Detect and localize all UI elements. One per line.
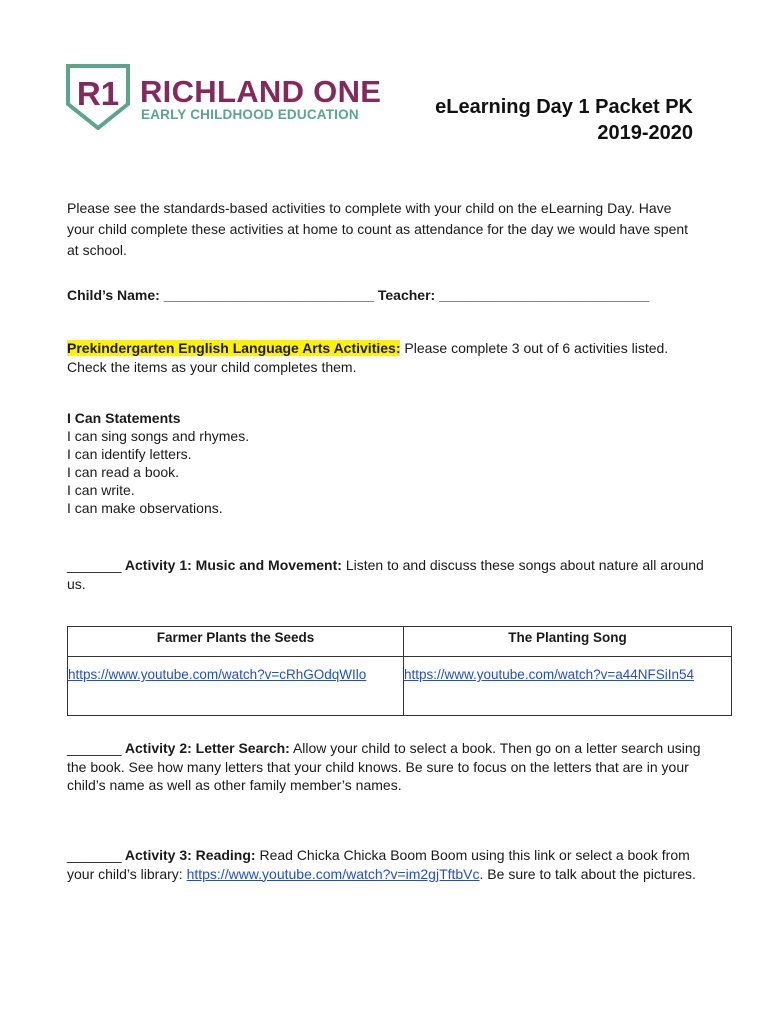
song-link[interactable]: https://www.youtube.com/watch?v=a44NFSiIn54 bbox=[404, 667, 695, 682]
logo-subtitle: EARLY CHILDHOOD EDUCATION bbox=[141, 107, 359, 122]
svg-text:R1: R1 bbox=[76, 75, 120, 112]
name-teacher-row bbox=[67, 287, 649, 303]
r1-shield-icon bbox=[66, 64, 130, 130]
activity-2 bbox=[67, 739, 707, 795]
song-link[interactable]: https://www.youtube.com/watch?v=cRhGOdqWIlo bbox=[68, 667, 367, 682]
table-row bbox=[68, 657, 732, 716]
activity-2-text: Allow your child to select a book. Then go on a letter search using the book. See how many letters that your child knows. Be sure to focus on the letters that are in your child’s name as well as other family member’s names. bbox=[67, 740, 701, 793]
child-name-label: Child’s Name: bbox=[67, 287, 164, 303]
activity-3 bbox=[67, 846, 707, 883]
teacher-blank[interactable]: ___________________________ bbox=[439, 287, 650, 303]
song-link-cell bbox=[404, 657, 732, 716]
ela-section bbox=[67, 339, 697, 377]
activity-2-label: Activity 2: Letter Search: bbox=[121, 740, 290, 756]
title-line-2: 2019-2020 bbox=[597, 122, 693, 144]
i-can-item: I can sing songs and rhymes. bbox=[67, 428, 250, 444]
ela-text: Please complete 3 out of 6 activities listed. Check the items as your child completes them. bbox=[67, 340, 669, 375]
activity-2-checkbox-blank[interactable]: _______ bbox=[67, 740, 122, 756]
richland-one-logo bbox=[66, 64, 382, 132]
song-link-cell bbox=[68, 657, 404, 716]
logo-name: RICHLAND ONE bbox=[140, 74, 382, 109]
child-name-blank[interactable]: ___________________________ bbox=[163, 287, 374, 303]
activity-3-text-end: . Be sure to talk about the pictures. bbox=[479, 865, 696, 882]
i-can-statements bbox=[67, 409, 249, 517]
teacher-label: Teacher: bbox=[373, 287, 440, 303]
activity-1-checkbox-blank[interactable]: _______ bbox=[67, 557, 122, 573]
activity-3-checkbox-blank[interactable]: _______ bbox=[67, 847, 122, 863]
activity-3-label: Activity 3: Reading: bbox=[121, 847, 256, 863]
activity-3-text: Read Chicka Chicka Boom Boom using this link or select a book from your child’s library: bbox=[67, 847, 690, 882]
intro-paragraph: Please see the standards-based activities to complete with your child on the eLearning Day. Have your child complete these activities at home to count as attendance for the day we would have spent at school. bbox=[67, 200, 689, 258]
page-title bbox=[435, 94, 693, 146]
ela-heading: Prekindergarten English Language Arts Activities: bbox=[67, 340, 401, 356]
title-line-1: eLearning Day 1 Packet PK bbox=[435, 96, 693, 118]
songs-table bbox=[67, 626, 732, 716]
song-header: Farmer Plants the Seeds bbox=[68, 627, 404, 657]
i-can-item: I can read a book. bbox=[67, 464, 180, 480]
activity-3-link[interactable]: https://www.youtube.com/watch?v=im2gjTftbVc bbox=[186, 865, 480, 882]
activity-1-label: Activity 1: Music and Movement: bbox=[121, 557, 342, 573]
activity-1 bbox=[67, 556, 707, 593]
activity-1-text: Listen to and discuss these songs about nature all around us. bbox=[67, 557, 704, 592]
i-can-item: I can make observations. bbox=[67, 500, 223, 516]
i-can-heading: I Can Statements bbox=[67, 410, 181, 426]
i-can-item: I can identify letters. bbox=[67, 446, 192, 462]
table-row bbox=[68, 627, 732, 657]
song-header: The Planting Song bbox=[404, 627, 732, 657]
i-can-item: I can write. bbox=[67, 482, 135, 498]
